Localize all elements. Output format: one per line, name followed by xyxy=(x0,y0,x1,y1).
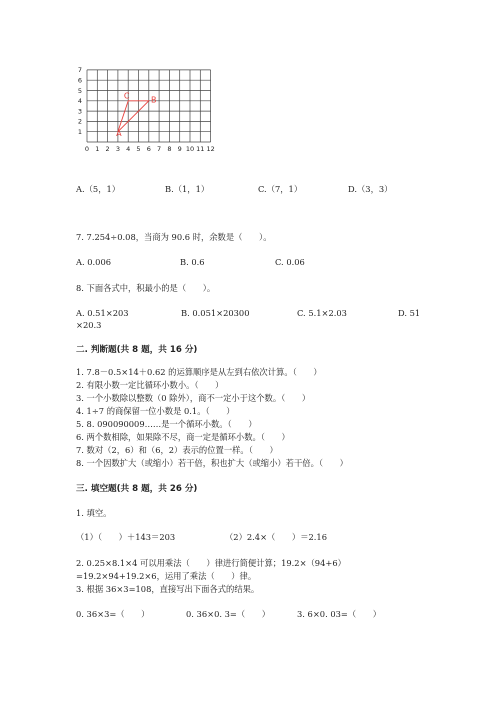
fill-q1-part2: （2）2.4×（ ）＝2.16 xyxy=(225,532,327,542)
coordinate-grid-figure xyxy=(70,58,230,156)
x-tick-label: 8 xyxy=(167,145,172,153)
q7-option-b: B. 0.6 xyxy=(180,257,205,267)
x-tick-label: 5 xyxy=(136,145,141,153)
q7-option-a: A. 0.006 xyxy=(76,257,112,267)
q7-stem: 7. 7.254÷0.08，当商为 90.6 时，余数是（ ）。 xyxy=(76,232,272,242)
q8-option-d: D. 51 xyxy=(398,308,421,318)
q8-option-c: C. 5.1×2.03 xyxy=(297,308,347,318)
judge-item-2: 2. 有限小数一定比循环小数小。（ ） xyxy=(76,380,224,390)
judge-item-3: 3. 一个小数除以整数（0 除外），商不一定小于这个数。（ ） xyxy=(76,393,311,403)
triangle-abc xyxy=(118,101,149,132)
y-tick-label: 7 xyxy=(77,66,83,75)
x-tick-label: 4 xyxy=(126,145,131,153)
q6-option-a: A.（5，1） xyxy=(76,184,121,194)
q8-option-b: B. 0.051×20300 xyxy=(181,308,250,318)
fill-q3-item-1: 0. 36×3=（ ） xyxy=(76,609,150,619)
q6-option-c: C.（7，1） xyxy=(258,184,303,194)
q8-option-d-continuation: ×20.3 xyxy=(76,320,102,330)
fill-q3-label: 3. 根据 36×3=108，直接写出下面各式的结果。 xyxy=(76,584,260,594)
point-label-a: A xyxy=(116,129,122,139)
judge-item-7: 7. 数对（2，6）和（6，2）表示的位置一样。（ ） xyxy=(76,445,278,455)
q8-option-a: A. 0.51×203 xyxy=(76,308,129,318)
judge-item-8: 8. 一个因数扩大（或缩小）若干倍，积也扩大（或缩小）若干倍。（ ） xyxy=(76,458,348,468)
q6-option-d: D.（3，3） xyxy=(348,184,393,194)
fill-q3-item-2: 0. 36×0. 3=（ ） xyxy=(186,609,271,619)
judge-item-1: 1. 7.8－0.5×14＋0.62 的运算顺序是从左到右依次计算。（ ） xyxy=(76,367,322,377)
fill-q3-item-3: 3. 6×0. 03=（ ） xyxy=(297,609,382,619)
y-tick-label: 3 xyxy=(77,107,83,116)
y-tick-label: 2 xyxy=(77,117,83,126)
fill-q1-label: 1. 填空。 xyxy=(76,508,112,518)
x-tick-label: 7 xyxy=(157,145,162,153)
fill-q2-line2: =19.2×94+19.2×6，运用了乘法（ ）律。 xyxy=(76,571,257,581)
x-tick-label: 0 xyxy=(84,145,90,153)
x-tick-label: 9 xyxy=(177,145,182,153)
fill-q1-part1: （1）（ ）＋143＝203 xyxy=(76,532,176,542)
x-tick-label: 2 xyxy=(105,145,110,153)
x-tick-label: 11 xyxy=(196,145,205,153)
fill-q2-line1: 2. 0.25×8.1×4 可以用乘法（ ）律进行简便计算；19.2×（94+6） xyxy=(76,558,346,568)
q7-option-c: C. 0.06 xyxy=(275,257,305,267)
y-tick-label: 1 xyxy=(77,128,83,136)
x-tick-label: 12 xyxy=(206,145,215,153)
y-tick-label: 4 xyxy=(77,97,83,106)
section3-title: 三. 填空题(共 8 题，共 26 分) xyxy=(76,484,198,494)
point-label-c: C xyxy=(123,91,130,101)
x-tick-label: 10 xyxy=(185,145,195,153)
section2-title: 二. 判断题(共 8 题，共 16 分) xyxy=(76,345,198,355)
point-label-b: B xyxy=(151,95,157,105)
y-tick-label: 6 xyxy=(77,76,83,85)
q8-stem: 8. 下面各式中，积最小的是（ ）。 xyxy=(76,283,216,293)
x-tick-label: 3 xyxy=(115,145,120,153)
judge-item-4: 4. 1÷7 的商保留一位小数是 0.1。（ ） xyxy=(76,406,235,416)
y-tick-label: 5 xyxy=(77,86,83,95)
q6-option-b: B.（1，1） xyxy=(165,184,210,194)
judge-item-6: 6. 两个数相除，如果除不尽，商一定是循环小数。（ ） xyxy=(76,432,290,442)
judge-item-5: 5. 8. 090090009……是一个循环小数。（ ） xyxy=(76,419,257,429)
x-tick-label: 1 xyxy=(95,145,100,153)
x-tick-label: 6 xyxy=(146,145,151,153)
